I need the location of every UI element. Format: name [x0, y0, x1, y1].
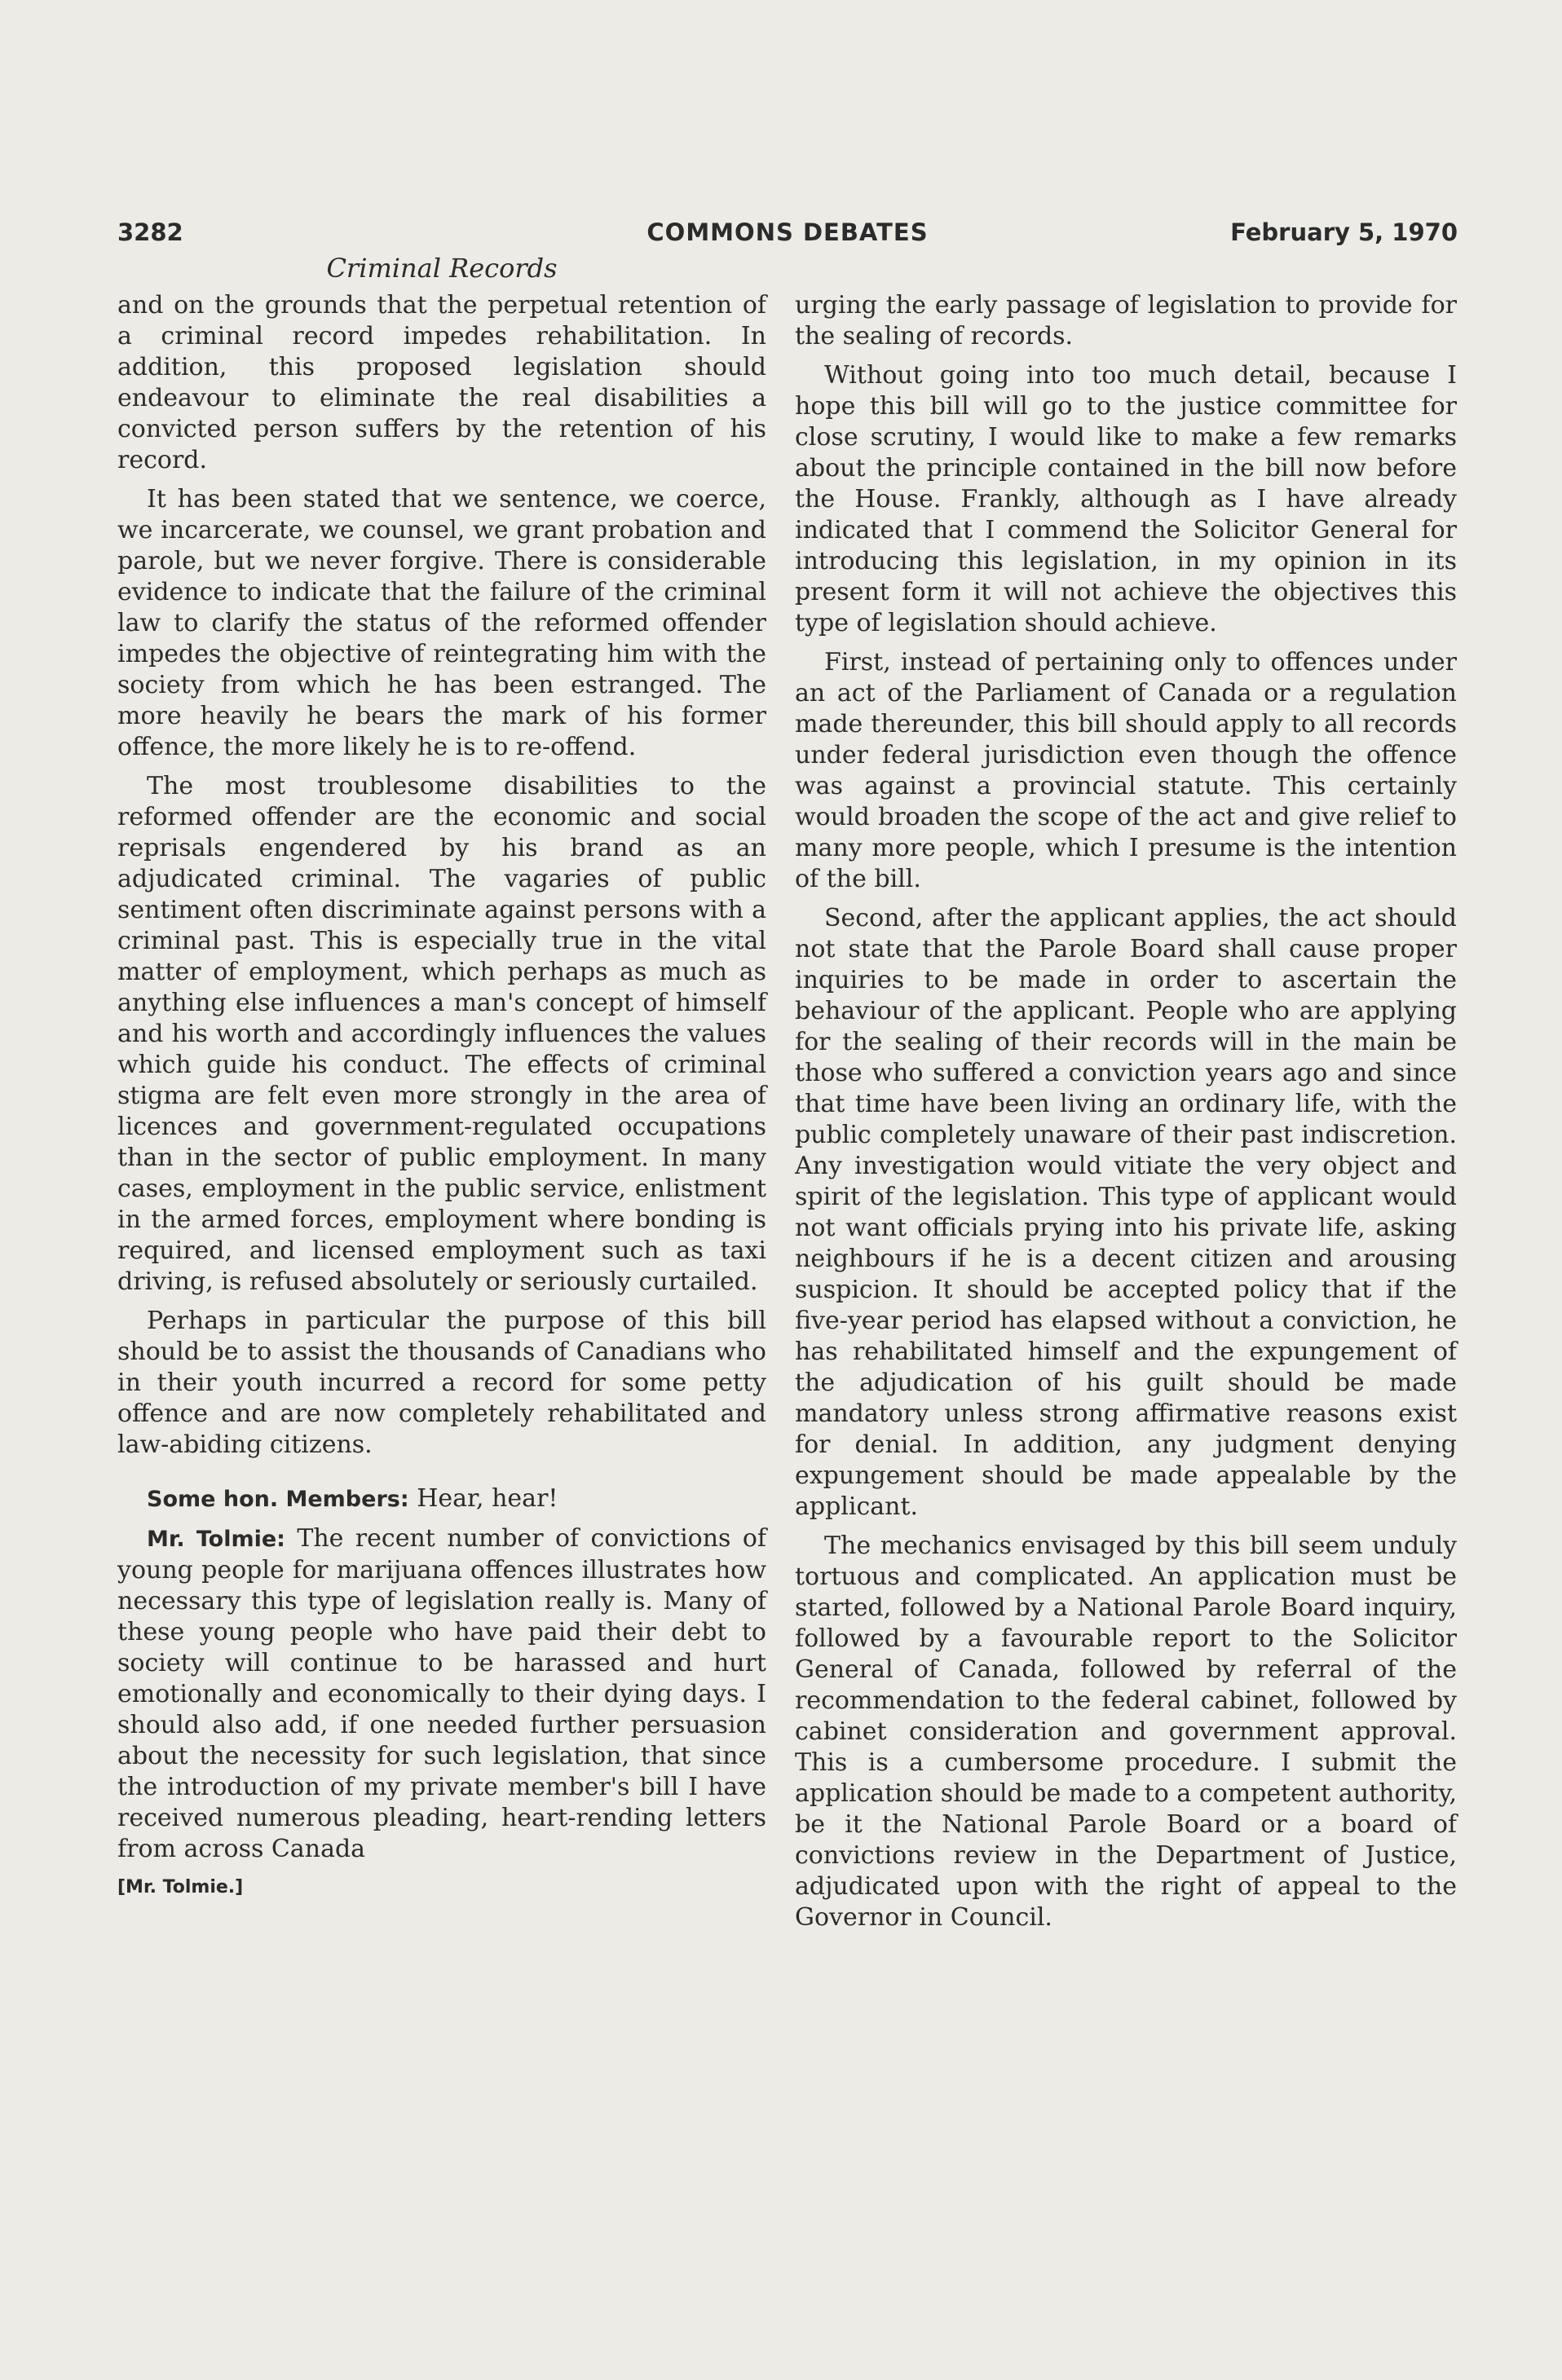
paragraph: Without going into too much detail, because I hope this bill will go to the justice committee for close scrutiny, I would like to make a few remarks about the principle contained in the bill now before the House. Frankly, although as I have already indicated that I commend the Solicitor General for introducing this legislation, in my opinion in its present form it will not achieve the objectives this type of legislation should achieve. — [795, 361, 1457, 637]
speaker-attribution: [Mr. Tolmie.] — [117, 1877, 244, 1897]
paragraph: Perhaps in particular the purpose of this bill should be to assist the thousands of Canadians who in their youth incurred a record for some petty offence and are now completely rehabilitated and law-abiding citizens. — [117, 1307, 766, 1459]
speech-paragraph — [117, 1523, 766, 1865]
page-date: February 5, 1970 — [1230, 218, 1458, 246]
paragraph: First, instead of pertaining only to offences under an act of the Parliament of Canada or a regulation made thereunder, this bill should apply to all records under federal jurisdiction even though the offence was against a provincial statute. This certainly would broaden the scope of the act and give relief to many more people, which I presume is the intention of the bill. — [795, 648, 1457, 893]
topic-heading: Criminal Records — [326, 253, 558, 284]
right-column — [795, 290, 1457, 1941]
speech-text: The recent number of convictions of young people for marijuana offences illustrates how necessary this type of legislation really is. Many of these young people who have paid their debt to society will continue to be harassed and hurt emotionally and economically to their dying days. I should also add, if one needed further persuasion about the necessity for such legislation, that since the introduction of my private member's bill I have received numerous pleading, heart-rending letters from across Canada — [117, 1524, 766, 1863]
paragraph: It has been stated that we sentence, we coerce, we incarcerate, we counsel, we grant probation and parole, but we never forgive. There is considerable evidence to indicate that the failure of the criminal law to clarify the status of the reformed offender impedes the objective of reintegrating him with the society from which he has been estranged. The more heavily he bears the mark of his former offence, the more likely he is to re-offend. — [117, 485, 766, 761]
paragraph: and on the grounds that the perpetual retention of a criminal record impedes rehabilitation. In addition, this proposed legislation should endeavour to eliminate the real disabilities a convicted person suffers by the retention of his record. — [117, 291, 766, 474]
interjection-text: Hear, hear! — [417, 1484, 558, 1513]
page-header — [117, 218, 1458, 251]
speaker-name: Mr. Tolmie: — [147, 1527, 285, 1552]
publication-title: COMMONS DEBATES — [646, 218, 929, 246]
page-number: 3282 — [117, 218, 183, 246]
paragraph: The most troublesome disabilities to the reformed offender are the economic and social reprisals engendered by his brand as an adjudicated criminal. The vagaries of public sentiment often discriminate against persons with a criminal past. This is especially true in the vital matter of employment, which perhaps as much as anything else influences a man's concept of himself and his worth and accordingly influences the values which guide his conduct. The effects of criminal stigma are felt even more strongly in the area of licences and government-regulated occupations than in the sector of public employment. In many cases, employment in the public service, enlistment in the armed forces, employment where bonding is required, and licensed employment such as taxi driving, is refused absolutely or seriously curtailed. — [117, 772, 766, 1296]
speaker-name: Some hon. Members: — [147, 1487, 409, 1512]
interjection-paragraph — [117, 1483, 766, 1515]
paragraph: urging the early passage of legislation to provide for the sealing of records. — [795, 291, 1457, 350]
paragraph: The mechanics envisaged by this bill seem unduly tortuous and complicated. An application must be started, followed by a National Parole Board inquiry, followed by a favourable report to the Solicitor General of Canada, followed by referral of the recommendation to the federal cabinet, followed by cabinet consideration and government approval. This is a cumbersome procedure. I submit the application should be made to a competent authority, be it the National Parole Board or a board of convictions review in the Department of Justice, adjudicated upon with the right of appeal to the Governor in Council. — [795, 1532, 1457, 1932]
paragraph: Second, after the applicant applies, the act should not state that the Parole Board shall cause proper inquiries to be made in order to ascertain the behaviour of the applicant. People who are applying for the sealing of their records will in the main be those who suffered a conviction years ago and since that time have been living an ordinary life, with the public completely unaware of their past indiscretion. Any investigation would vitiate the very object and spirit of the legislation. This type of applicant would not want officials prying into his private life, asking neighbours if he is a decent citizen and arousing suspicion. It should be accepted policy that if the five-year period has elapsed without a conviction, he has rehabilitated himself and the expungement of the adjudication of his guilt should be made mandatory unless strong affirmative reasons exist for denial. In addition, any judgment denying expungement should be made appealable by the applicant. — [795, 904, 1457, 1521]
left-column — [117, 290, 766, 1899]
